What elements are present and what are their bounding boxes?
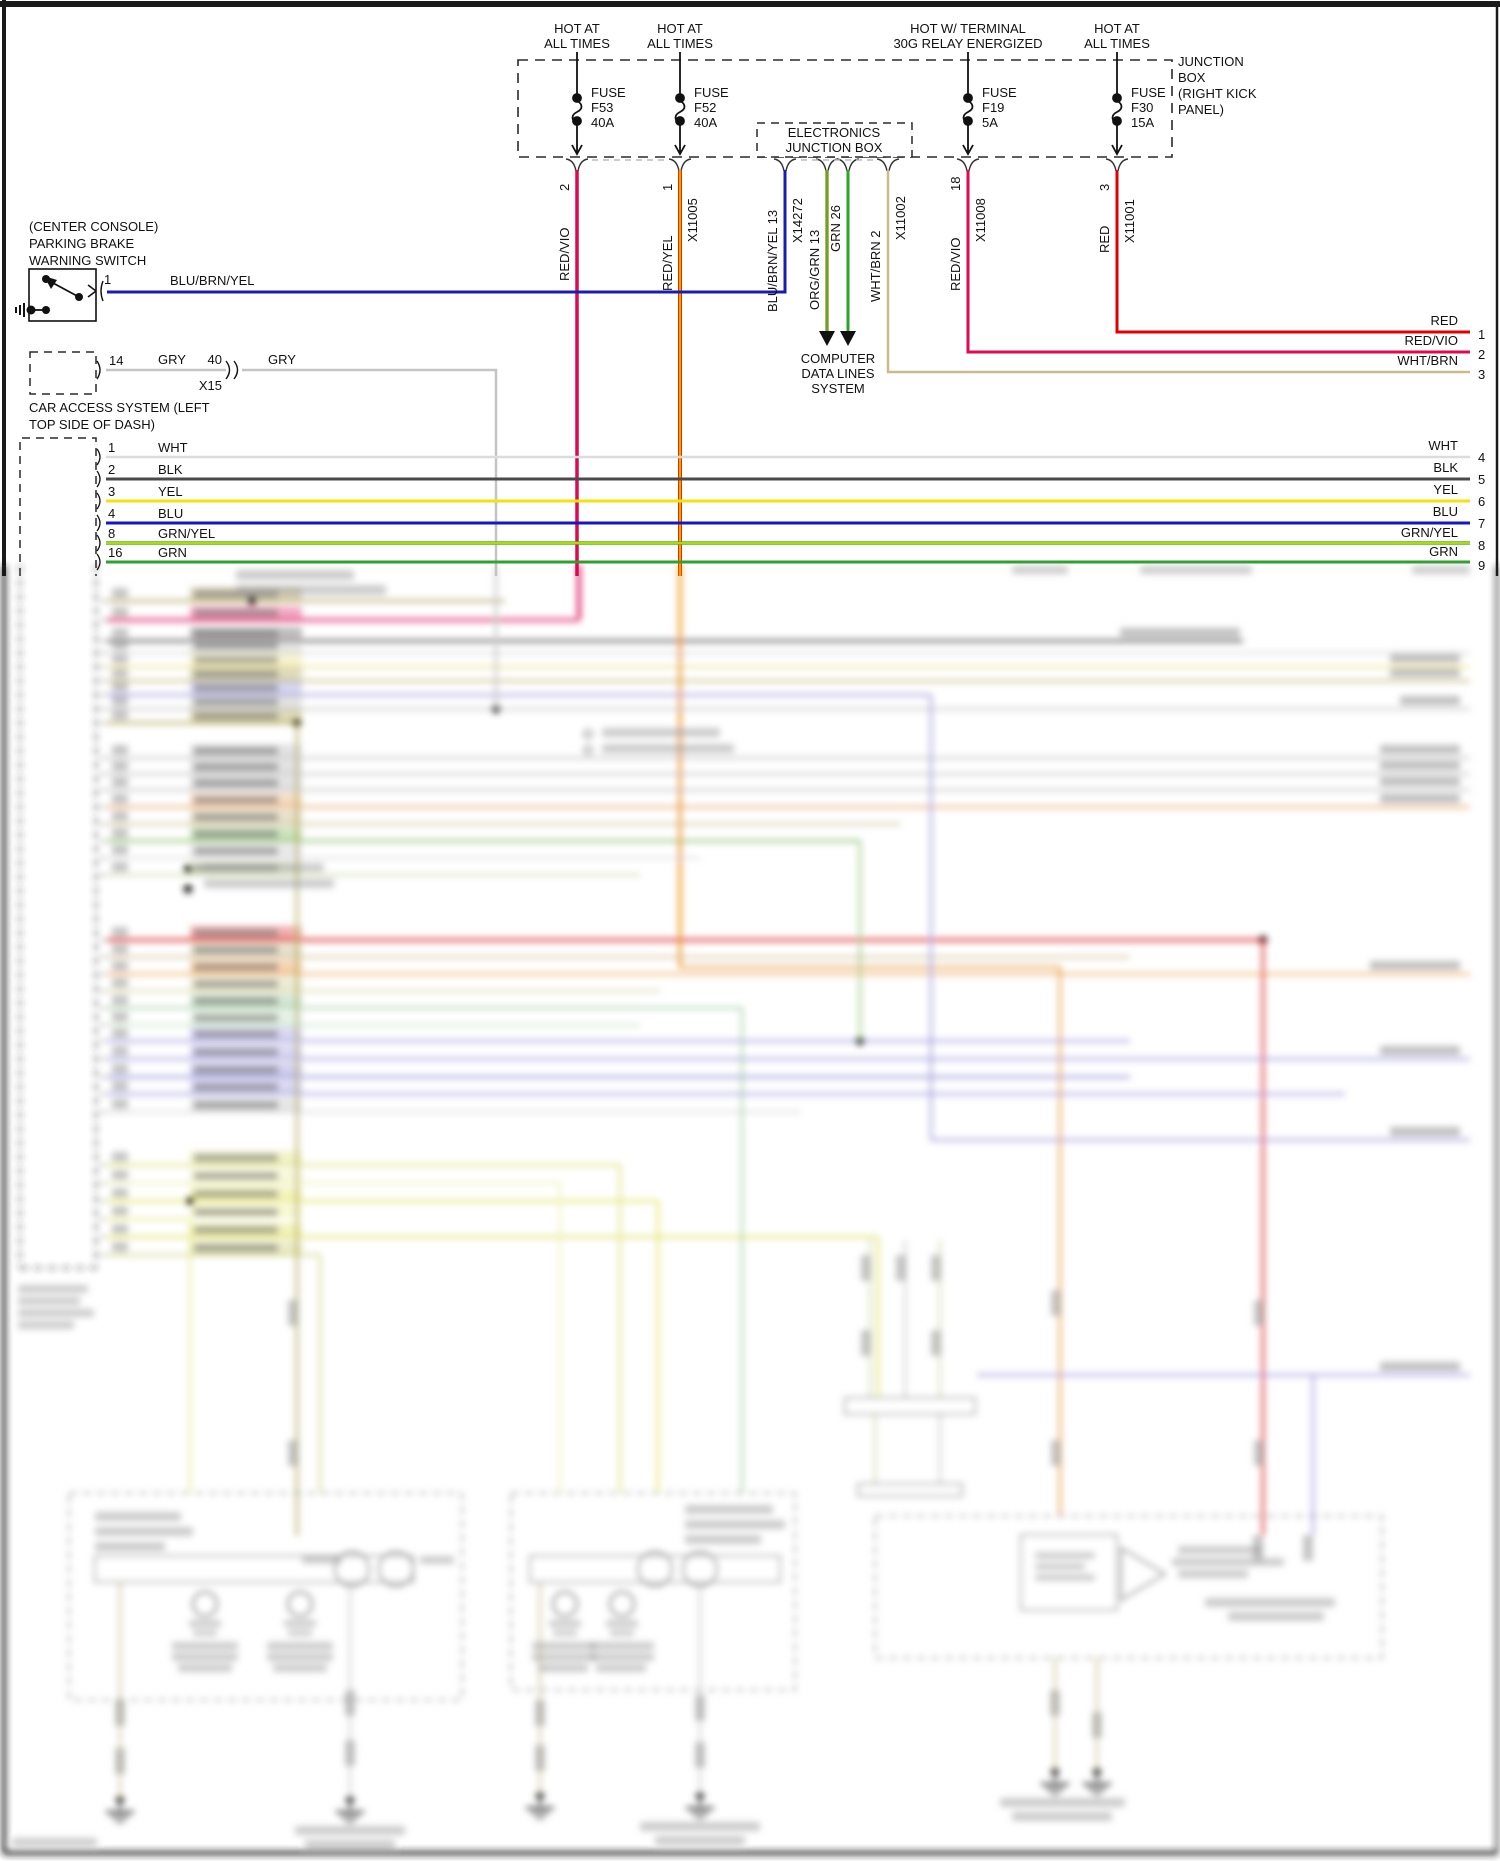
blurred-pin-blob — [112, 794, 128, 804]
svg-text:WHT: WHT — [158, 440, 188, 455]
blurred-inline-connector — [535, 1700, 545, 1726]
hot-label-line1: HOT AT — [554, 21, 600, 36]
blurred-text-blob — [18, 1285, 88, 1293]
blurred-inline-connector — [1051, 1440, 1061, 1466]
gry-label-1: GRY — [158, 352, 186, 367]
blurred-text-blob — [178, 1664, 232, 1672]
blurred-pin-blob — [112, 682, 128, 692]
blurred-text-blob — [193, 1630, 217, 1636]
svg-text:40A: 40A — [694, 115, 718, 130]
blurred-pin-blob — [112, 1012, 128, 1022]
svg-text:2: 2 — [108, 462, 116, 477]
ejb-label-2: JUNCTION BOX — [785, 140, 883, 155]
blurred-pin-blob — [112, 745, 128, 755]
blurred-pin-blob — [112, 828, 128, 838]
blurred-text-blob — [420, 1556, 454, 1564]
blurred-right-label-blob — [1370, 961, 1460, 970]
parking-brake-label-2: PARKING BRAKE — [29, 236, 135, 251]
blurred-inline-connector — [861, 1330, 871, 1356]
blurred-text-blob — [1178, 1546, 1263, 1554]
svg-text:RED/VIO: RED/VIO — [948, 237, 963, 291]
svg-text:ALL TIMES: ALL TIMES — [1084, 36, 1150, 51]
blurred-text-blob — [189, 1620, 221, 1627]
svg-text:16: 16 — [108, 545, 123, 560]
blurred-triangle-icon — [1121, 1548, 1165, 1600]
blurred-text-blob — [1205, 1598, 1335, 1607]
svg-text:X11008: X11008 — [973, 198, 988, 242]
blurred-text-blob — [596, 1664, 646, 1672]
blurred-pin-blob — [112, 811, 128, 821]
svg-text:2: 2 — [557, 183, 572, 191]
svg-text:(RIGHT KICK: (RIGHT KICK — [1178, 86, 1257, 101]
blurred-text-blob — [1172, 1558, 1284, 1566]
blurred-connector-bar — [858, 1484, 962, 1496]
blurred-connector-bar — [530, 1556, 780, 1582]
blurred-text-blob — [685, 1520, 785, 1529]
svg-text:BLK: BLK — [158, 462, 183, 477]
blurred-text-blob — [606, 1620, 638, 1627]
blurred-pin-blob — [112, 961, 128, 971]
blurred-text-blob — [532, 1642, 596, 1650]
svg-text:BLK: BLK — [1433, 460, 1458, 475]
blurred-pin-blob — [112, 1206, 128, 1216]
blurred-inline-connector — [1254, 1300, 1264, 1326]
svg-text:8: 8 — [108, 526, 116, 541]
pin-14: 14 — [109, 353, 124, 368]
svg-text:HOT AT: HOT AT — [1094, 21, 1140, 36]
blurred-pin-blob — [112, 995, 128, 1005]
blurred-component-box — [69, 1493, 462, 1700]
blurred-shape — [194, 1226, 278, 1234]
blurred-shape — [194, 847, 278, 855]
blurred-text-blob — [204, 879, 334, 888]
blurred-right-label-blob — [1120, 628, 1240, 637]
svg-text:HOT AT: HOT AT — [657, 21, 703, 36]
blurred-shape — [194, 813, 278, 821]
blurred-bulb-icon — [193, 1592, 217, 1616]
parking-brake-label-3: WARNING SWITCH — [29, 253, 147, 268]
car-access-title-2: TOP SIDE OF DASH) — [29, 417, 155, 432]
blurred-text-blob — [95, 1542, 165, 1551]
computer-data-label-3: SYSTEM — [811, 381, 865, 396]
blurred-shape — [194, 763, 278, 771]
blurred-pin-blob — [112, 777, 128, 787]
blurred-pin-blob — [112, 1242, 128, 1252]
blurred-shape — [194, 1190, 278, 1198]
computer-data-label-1: COMPUTER — [800, 351, 876, 366]
blurred-shape — [194, 1208, 278, 1216]
blurred-pin-blob — [112, 628, 128, 638]
blurred-text-blob — [685, 1535, 761, 1544]
blurred-text-blob — [18, 1309, 94, 1317]
switch-pin-number: 1 — [104, 272, 112, 287]
blurred-shape — [194, 747, 278, 755]
svg-text:PANEL): PANEL) — [1178, 102, 1224, 117]
blurred-note-bullet — [584, 746, 592, 754]
blurred-text-blob — [172, 1642, 238, 1650]
svg-text:BLU: BLU — [158, 506, 184, 521]
blurred-right-label-blob — [1380, 745, 1460, 754]
svg-text:HOT W/ TERMINAL: HOT W/ TERMINAL — [910, 21, 1026, 36]
blurred-text-blob — [295, 1826, 405, 1835]
blurred-shape — [194, 698, 278, 706]
blurred-text-blob — [284, 1620, 316, 1627]
blurred-text-blob — [236, 570, 354, 580]
svg-text:30G RELAY ENERGIZED: 30G RELAY ENERGIZED — [893, 36, 1043, 51]
svg-text:ORG/GRN 13: ORG/GRN 13 — [807, 229, 822, 310]
svg-text:BLU/BRN/YEL 13: BLU/BRN/YEL 13 — [765, 209, 780, 312]
blurred-shape — [194, 1154, 278, 1162]
svg-text:JUNCTION: JUNCTION — [1178, 54, 1244, 69]
blurred-text-blob — [305, 1840, 395, 1849]
svg-text:1: 1 — [108, 440, 116, 455]
blurred-pin-blob — [112, 607, 128, 617]
blurred-shape — [194, 684, 278, 692]
blurred-right-label-blob — [1380, 794, 1460, 803]
blurred-note-bullet — [584, 730, 592, 738]
blurred-text-blob — [273, 1664, 327, 1672]
blurred-text-blob — [590, 1642, 654, 1650]
blurred-text-blob — [267, 1653, 333, 1661]
blurred-inline-connector — [288, 1300, 298, 1326]
blurred-text-blob — [1035, 1552, 1095, 1559]
blurred-shape — [194, 1030, 278, 1038]
blurred-text-blob — [95, 1512, 181, 1521]
blurred-shape — [194, 670, 278, 678]
blurred-inline-connector — [1050, 1690, 1060, 1716]
blurred-shape — [194, 997, 278, 1005]
svg-text:1: 1 — [660, 183, 675, 191]
blurred-text-blob — [602, 728, 720, 737]
blurred-bulb-icon — [610, 1592, 634, 1616]
blurred-pin-blob — [112, 862, 128, 872]
svg-text:F53: F53 — [591, 100, 614, 115]
blurred-inline-connector — [695, 1742, 705, 1768]
blurred-inline-connector — [931, 1255, 941, 1281]
blurred-shape — [194, 1172, 278, 1180]
blurred-text-blob — [655, 1836, 745, 1845]
blurred-pin-blob — [112, 1064, 128, 1074]
blurred-inline-connector — [695, 1695, 705, 1721]
svg-text:40A: 40A — [591, 115, 615, 130]
blurred-pin-blob — [112, 1028, 128, 1038]
blurred-inline-connector — [288, 1440, 298, 1466]
svg-text:RED/VIO: RED/VIO — [557, 227, 572, 281]
blurred-shape — [194, 1244, 278, 1252]
svg-text:3: 3 — [1097, 183, 1112, 191]
blurred-text-blob — [1178, 1570, 1248, 1578]
blurred-right-label-blob — [1380, 1046, 1460, 1055]
svg-text:X11001: X11001 — [1122, 199, 1137, 243]
blurred-text-blob — [1000, 1798, 1125, 1807]
svg-text:RED: RED — [1430, 313, 1458, 328]
blurred-shape — [194, 712, 278, 720]
hot-label-line2: ALL TIMES — [544, 36, 610, 51]
svg-text:7: 7 — [1478, 516, 1486, 531]
svg-text:YEL: YEL — [1433, 482, 1458, 497]
inline-connector-id: X15 — [198, 378, 222, 393]
svg-text:4: 4 — [1478, 450, 1486, 465]
svg-text:4: 4 — [108, 506, 116, 521]
blurred-text-blob — [1228, 1612, 1324, 1621]
blurred-pin-blob — [112, 1224, 128, 1234]
blurred-text-blob — [553, 1630, 577, 1636]
svg-text:FUSE: FUSE — [1131, 85, 1166, 100]
blurred-pin-blob — [112, 1152, 128, 1162]
blurred-shape — [194, 1014, 278, 1022]
blurred-pin-blob — [112, 696, 128, 706]
blurred-inline-connector — [115, 1748, 125, 1774]
blurred-text-blob — [18, 1297, 80, 1305]
blurred-pin-blob — [112, 1081, 128, 1091]
svg-text:GRN/YEL: GRN/YEL — [1400, 525, 1458, 540]
svg-text:F19: F19 — [982, 100, 1005, 115]
blurred-text-blob — [549, 1620, 581, 1627]
blurred-right-label-blob — [1380, 1362, 1460, 1371]
blurred-text-blob — [602, 744, 734, 753]
svg-text:GRN: GRN — [1429, 544, 1458, 559]
svg-text:X11005: X11005 — [685, 198, 700, 242]
blurred-text-blob — [236, 585, 386, 595]
svg-text:RED: RED — [1097, 225, 1112, 253]
svg-text:FUSE: FUSE — [982, 85, 1017, 100]
blurred-connector-bar — [1021, 1535, 1117, 1610]
svg-text:BLU: BLU — [1432, 504, 1458, 519]
blurred-shape — [194, 980, 278, 988]
blurred-pin-blob — [112, 1170, 128, 1180]
blurred-right-label-blob — [1400, 696, 1460, 705]
svg-text:F52: F52 — [694, 100, 717, 115]
blurred-pin-blob — [112, 640, 128, 650]
blurred-right-label-blob — [1380, 761, 1460, 770]
blurred-shape — [194, 946, 278, 954]
blurred-text-blob — [1140, 566, 1252, 574]
blurred-text-blob — [288, 1630, 312, 1636]
car-access-title-1: CAR ACCESS SYSTEM (LEFT — [29, 400, 210, 415]
blurred-pin-blob — [112, 761, 128, 771]
svg-text:GRN/YEL: GRN/YEL — [158, 526, 216, 541]
blurred-text-blob — [532, 1653, 596, 1661]
blurred-text-blob — [538, 1664, 588, 1672]
blurred-text-blob — [267, 1642, 333, 1650]
blurred-text-blob — [1012, 1812, 1112, 1821]
blurred-text-blob — [610, 1630, 634, 1636]
blurred-pin-blob — [112, 978, 128, 988]
blurred-pin-blob — [112, 1188, 128, 1198]
blurred-inline-connector — [861, 1255, 871, 1281]
blurred-bulb-icon — [288, 1592, 312, 1616]
svg-text:WHT: WHT — [1428, 438, 1458, 453]
inline-connector-no: 40 — [207, 352, 222, 367]
svg-text:WHT/BRN: WHT/BRN — [1397, 353, 1458, 368]
computer-data-label-2: DATA LINES — [801, 366, 875, 381]
blurred-text-blob — [95, 1527, 193, 1536]
blurred-text-blob — [1035, 1574, 1095, 1581]
svg-text:WHT/BRN 2: WHT/BRN 2 — [868, 230, 883, 302]
svg-text:2: 2 — [1478, 347, 1486, 362]
blurred-inline-connector — [931, 1330, 941, 1356]
svg-text:18: 18 — [948, 176, 963, 191]
blurred-shape — [194, 1083, 278, 1091]
blurred-pin-blob — [112, 654, 128, 664]
blurred-shape — [194, 796, 278, 804]
blurred-shape — [194, 656, 278, 664]
blurred-text-blob — [1012, 566, 1068, 574]
blurred-shape — [194, 830, 278, 838]
blurred-inline-connector — [345, 1740, 355, 1766]
blurred-shape — [194, 642, 278, 650]
blurred-right-label-blob — [1390, 1127, 1460, 1136]
gry-label-2: GRY — [268, 352, 296, 367]
svg-text:9: 9 — [1478, 558, 1486, 573]
blurred-inline-connector — [1254, 1440, 1264, 1466]
blurred-junction-dot — [248, 597, 257, 606]
blurred-shape — [194, 1101, 278, 1109]
svg-text:FUSE: FUSE — [694, 85, 729, 100]
svg-text:5A: 5A — [982, 115, 998, 130]
blurred-bulb-icon — [553, 1592, 577, 1616]
blurred-text-blob — [12, 1838, 97, 1846]
svg-text:1: 1 — [1478, 327, 1486, 342]
blurred-text-blob — [1412, 566, 1470, 574]
blurred-pin-blob — [112, 668, 128, 678]
svg-text:F30: F30 — [1131, 100, 1154, 115]
svg-text:6: 6 — [1478, 494, 1486, 509]
blurred-right-label-blob — [1390, 654, 1460, 663]
blurred-shape — [194, 929, 278, 937]
svg-text:RED/VIO: RED/VIO — [1404, 333, 1458, 348]
svg-text:5: 5 — [1478, 472, 1486, 487]
svg-text:ALL TIMES: ALL TIMES — [647, 36, 713, 51]
blurred-inline-connector — [1303, 1535, 1313, 1561]
ejb-label-1: ELECTRONICS — [787, 125, 881, 140]
switch-wire-label: BLU/BRN/YEL — [170, 273, 255, 288]
blurred-pin-blob — [112, 710, 128, 720]
blurred-right-label-blob — [1380, 777, 1460, 786]
blurred-text-blob — [640, 1822, 760, 1831]
svg-text:GRN 26: GRN 26 — [828, 205, 843, 252]
blurred-shape — [194, 1066, 278, 1074]
blurred-text-blob — [18, 1321, 74, 1329]
blurred-shape — [194, 609, 278, 617]
blurred-inline-connector — [1092, 1712, 1102, 1738]
blurred-text-blob — [172, 1653, 238, 1661]
svg-text:3: 3 — [108, 484, 116, 499]
blurred-inline-connector — [1051, 1290, 1061, 1316]
blurred-inline-connector — [896, 1255, 906, 1281]
svg-text:FUSE: FUSE — [591, 85, 626, 100]
svg-text:15A: 15A — [1131, 115, 1155, 130]
blurred-right-label-blob — [1390, 668, 1460, 677]
svg-text:X14272: X14272 — [790, 198, 805, 243]
blurred-inline-connector — [115, 1700, 125, 1726]
svg-text:GRN: GRN — [158, 545, 187, 560]
blurred-junction-dot — [184, 885, 193, 894]
svg-text:RED/YEL: RED/YEL — [660, 235, 675, 291]
blurred-junction-dot — [184, 865, 193, 874]
blurred-inline-connector — [535, 1745, 545, 1771]
blurred-pin-blob — [112, 927, 128, 937]
blurred-content — [4, 565, 1497, 1853]
blurred-pin-blob — [112, 588, 128, 598]
blurred-text-blob — [302, 1556, 342, 1564]
blurred-junction-dot — [186, 1197, 195, 1206]
blurred-pin-blob — [112, 1046, 128, 1056]
blurred-inline-connector — [345, 1690, 355, 1716]
blurred-shape — [194, 1048, 278, 1056]
parking-brake-label-1: (CENTER CONSOLE) — [29, 219, 159, 234]
blurred-shape — [194, 630, 278, 638]
blurred-connector-bar — [845, 1398, 975, 1414]
blurred-text-blob — [685, 1505, 773, 1514]
svg-text:YEL: YEL — [158, 484, 183, 499]
blurred-text-blob — [1035, 1563, 1085, 1570]
svg-text:BOX: BOX — [1178, 70, 1206, 85]
blurred-text-blob — [590, 1653, 654, 1661]
blurred-text-blob — [204, 863, 324, 872]
blurred-pin-blob — [112, 845, 128, 855]
svg-text:3: 3 — [1478, 367, 1486, 382]
blurred-pin-blob — [112, 1099, 128, 1109]
blurred-shape — [194, 779, 278, 787]
svg-text:8: 8 — [1478, 538, 1486, 553]
blurred-shape — [194, 963, 278, 971]
svg-text:X11002: X11002 — [893, 196, 908, 240]
blurred-pin-blob — [112, 944, 128, 954]
